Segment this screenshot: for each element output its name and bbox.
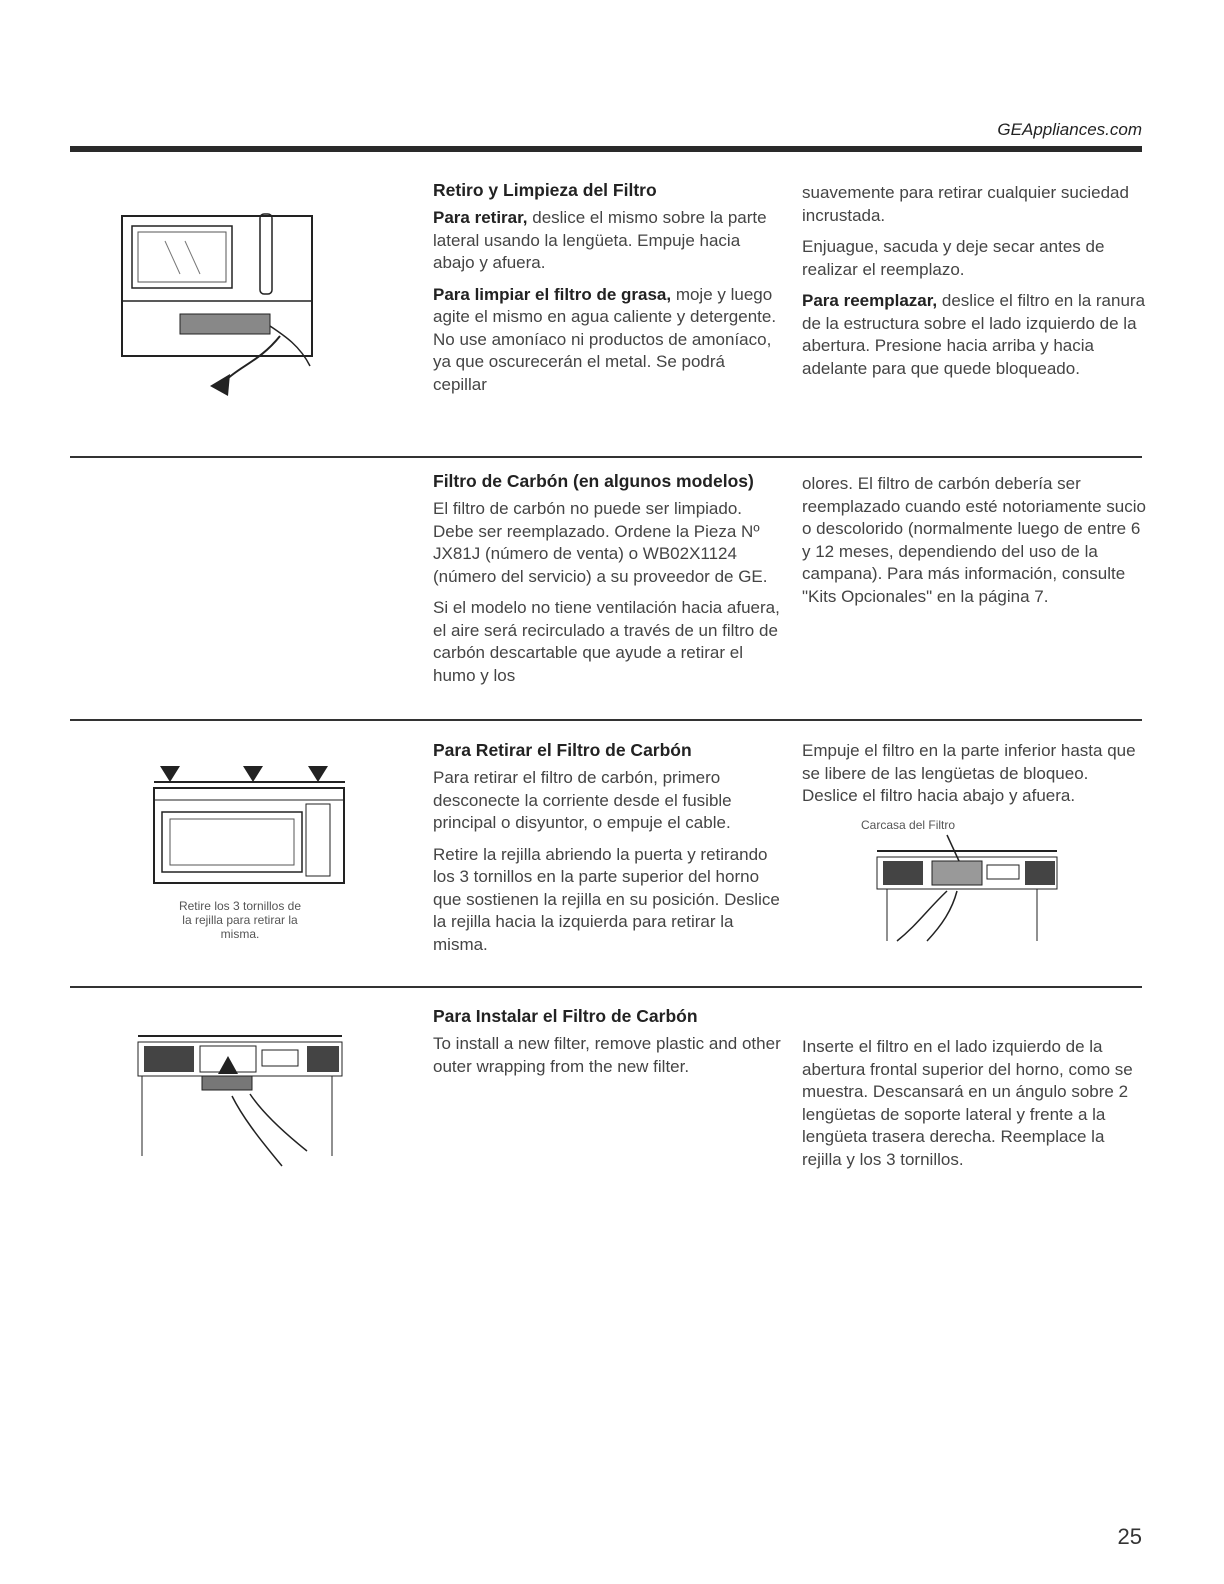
paragraph-clean: Para limpiar el filtro de grasa, moje y luego agite el mismo en agua caliente y detergente. No use amoníaco ni productos de amoníaco, ya que oscurecerán el metal. Se podrá cepillar [433,284,777,394]
divider-2 [70,719,1142,721]
site-url: GEAppliances.com [997,120,1142,139]
paragraph-remove: Para retirar, deslice el mismo sobre la parte lateral usando la lengüeta. Empuje hacia abajo y afuera. [433,208,767,272]
arrow-up-icon [218,1056,238,1074]
header-rule [70,146,1142,152]
paragraph-replace: Para reemplazar, deslice el filtro en la ranura de la estructura sobre el lado izquierdo de la abertura. Presione hacia arriba y hacia adelante para que quede bloqueado. [802,291,1146,378]
section-4-col1 [433,1006,783,1087]
arrow-down-icon [160,766,180,782]
install-filter-illustration [132,1016,372,1176]
paragraph-brush: suavemente para retirar cualquier suciedad incrustada. [802,183,1129,225]
microwave-filter-removal-illustration [110,186,350,406]
paragraph-insert-filter: Inserte el filtro en el lado izquierdo de la abertura frontal superior del horno, como se muestra. Descansará en un ángulo sobre 2 lengüetas de soporte lateral y frente a la lengüeta trasera derecha. Reemplace la rejilla y los 3 tornillos. [802,1037,1133,1169]
section-1-col2 [802,182,1147,389]
section-3-heading: Para Retirar el Filtro de Carbón [433,740,692,760]
section-2-heading: Filtro de Carbón (en algunos modelos) [433,471,754,491]
paragraph-charcoal-recirculation: Si el modelo no tiene ventilación hacia afuera, el aire será recirculado a través de un filtro de carbón descartable que ayude a retirar el humo y los [433,598,780,685]
section-3-col2 [802,740,1147,945]
filter-housing-illustration [857,815,1077,945]
section-1-heading: Retiro y Limpieza del Filtro [433,180,657,200]
arrow-down-icon [308,766,328,782]
section-4-heading: Para Instalar el Filtro de Carbón [433,1006,698,1026]
paragraph-unwrap-filter: To install a new filter, remove plastic and other outer wrapping from the new filter. [433,1034,781,1076]
paragraph-rinse: Enjuague, sacuda y deje secar antes de realizar el reemplazo. [802,237,1105,279]
divider-1 [70,456,1142,458]
section-2-col2 [802,473,1147,617]
paragraph-charcoal-order: El filtro de carbón no puede ser limpiado. Debe ser reemplazado. Ordene la Pieza Nº JX81J (número de venta) o WB02X1124 (número del servicio) a su proveedor de GE. [433,499,768,586]
filter-housing-caption: Carcasa del Filtro [861,817,956,832]
arrow-down-icon [243,766,263,782]
section-1-col1 [433,180,783,405]
paragraph-disconnect-power: Para retirar el filtro de carbón, primero desconecte la corriente desde el fusible principal o disyuntor, o empuje el cable. [433,768,732,832]
section-3-col1 [433,740,783,965]
section-4-col2 [802,1036,1147,1180]
paragraph-remove-grille: Retire la rejilla abriendo la puerta y retirando los 3 tornillos en la parte superior del horno que sostienen la rejilla en su posición. Deslice la rejilla hacia la izquierda para retirar la misma. [433,844,780,954]
fig-caption-line-2: la rejilla para retirar la [182,913,298,927]
fig-caption-line-3: misma. [220,927,260,941]
paragraph-charcoal-replace: olores. El filtro de carbón debería ser reemplazado cuando esté notoriamente sucio o descolorido (normalmente luego de entre 6 y 12 meses, dependiendo del uso de la campana). Para más información, consulte "Kits Opcionales" en la página 7. [802,474,1146,606]
divider-3 [70,986,1142,988]
fig-caption-line-1: Retire los 3 tornillos de [178,899,302,913]
section-2-col1 [433,471,783,696]
paragraph-push-filter: Empuje el filtro en la parte inferior hasta que se libere de las lengüetas de bloqueo. Deslice el filtro hacia abajo y afuera. [802,741,1136,805]
grille-screws-illustration [140,744,420,944]
page-number: 25 [1117,1524,1142,1549]
